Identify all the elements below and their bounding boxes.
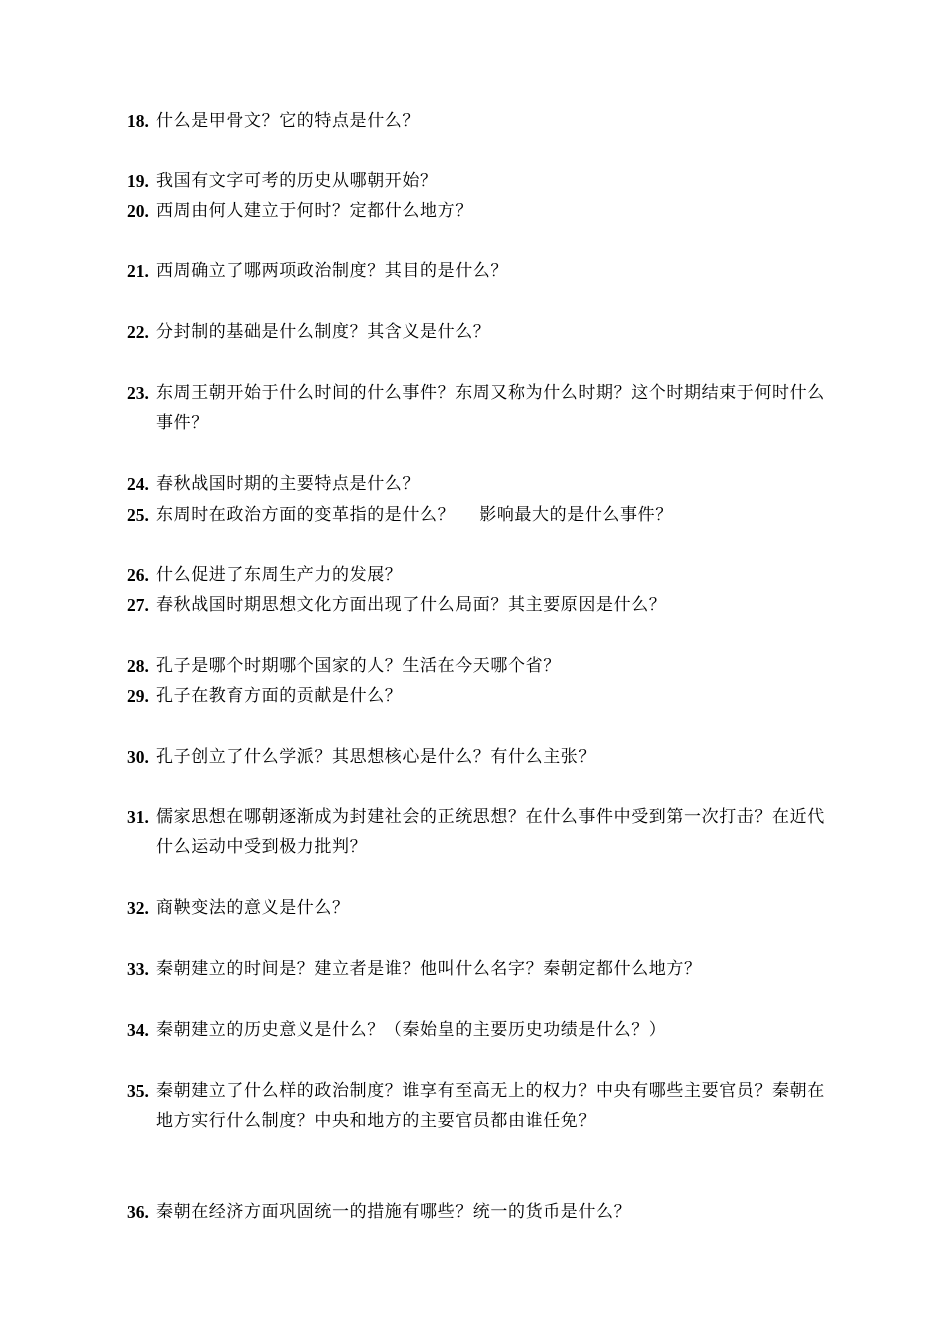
- question-text: 春秋战国时期思想文化方面出现了什么局面？其主要原因是什么？: [156, 595, 667, 615]
- question-36: [127, 1197, 827, 1227]
- question-19: [127, 166, 827, 196]
- question-text: 秦朝在经济方面巩固统一的措施有哪些？统一的货币是什么？: [156, 1202, 632, 1222]
- question-text: 孔子是哪个时期哪个国家的人？生活在今天哪个省？: [156, 656, 561, 676]
- question-30: [127, 742, 827, 772]
- question-27: [127, 590, 827, 620]
- question-text: 商鞅变法的意义是什么？: [156, 898, 350, 918]
- question-number: 33.: [127, 959, 149, 979]
- question-number: 30.: [127, 747, 149, 767]
- question-26: [127, 560, 827, 590]
- question-text: 秦朝建立的时间是？建立者是谁？他叫什么名字？秦朝定都什么地方？: [156, 959, 702, 979]
- question-text: 秦朝建立的历史意义是什么？（秦始皇的主要历史功绩是什么？）: [156, 1020, 667, 1040]
- question-34: [127, 1015, 827, 1045]
- question-33: [127, 954, 827, 984]
- question-number: 36.: [127, 1202, 149, 1222]
- question-number: 27.: [127, 595, 149, 615]
- question-number: 19.: [127, 171, 149, 191]
- question-32: [127, 893, 827, 923]
- question-text: 儒家思想在哪朝逐渐成为封建社会的正统思想？在什么事件中受到第一次打击？在近代什么运动中受到极力批判？: [156, 807, 825, 857]
- question-text: 西周由何人建立于何时？定都什么地方？: [156, 201, 473, 221]
- question-22: [127, 317, 827, 347]
- question-number: 34.: [127, 1020, 149, 1040]
- question-number: 35.: [127, 1081, 149, 1101]
- question-text: 秦朝建立了什么样的政治制度？谁享有至高无上的权力？中央有哪些主要官员？秦朝在地方实行什么制度？中央和地方的主要官员都由谁任免？: [156, 1081, 825, 1131]
- question-35: [127, 1076, 827, 1136]
- question-number: 24.: [127, 474, 149, 494]
- question-number: 31.: [127, 807, 149, 827]
- question-number: 22.: [127, 322, 149, 342]
- question-21: [127, 256, 827, 286]
- question-text: 我国有文字可考的历史从哪朝开始？: [156, 171, 438, 191]
- question-text: 东周王朝开始于什么时间的什么事件？东周又称为什么时期？这个时期结束于何时什么事件？: [156, 383, 825, 433]
- question-number: 32.: [127, 898, 149, 918]
- question-text: 什么促进了东周生产力的发展？: [156, 565, 403, 585]
- question-text: 春秋战国时期的主要特点是什么？: [156, 474, 420, 494]
- question-31: [127, 802, 827, 862]
- question-number: 18.: [127, 111, 149, 131]
- question-number: 20.: [127, 201, 149, 221]
- question-number: 26.: [127, 565, 149, 585]
- question-29: [127, 681, 827, 711]
- question-number: 21.: [127, 261, 149, 281]
- question-number: 23.: [127, 383, 149, 403]
- question-24: [127, 469, 827, 499]
- question-text: 西周确立了哪两项政治制度？其目的是什么？: [156, 261, 508, 281]
- question-number: 28.: [127, 656, 149, 676]
- question-text: 孔子在教育方面的贡献是什么？: [156, 686, 403, 706]
- question-number: 29.: [127, 686, 149, 706]
- question-text: 东周时在政治方面的变革指的是什么？ 影响最大的是什么事件？: [156, 505, 673, 525]
- question-20: [127, 196, 827, 226]
- question-25: [127, 500, 827, 530]
- question-number: 25.: [127, 505, 149, 525]
- question-text: 什么是甲骨文？它的特点是什么？: [156, 111, 420, 131]
- question-23: [127, 378, 827, 438]
- question-28: [127, 651, 827, 681]
- question-text: 分封制的基础是什么制度？其含义是什么？: [156, 322, 491, 342]
- question-text: 孔子创立了什么学派？其思想核心是什么？有什么主张？: [156, 747, 596, 767]
- question-18: [127, 106, 827, 136]
